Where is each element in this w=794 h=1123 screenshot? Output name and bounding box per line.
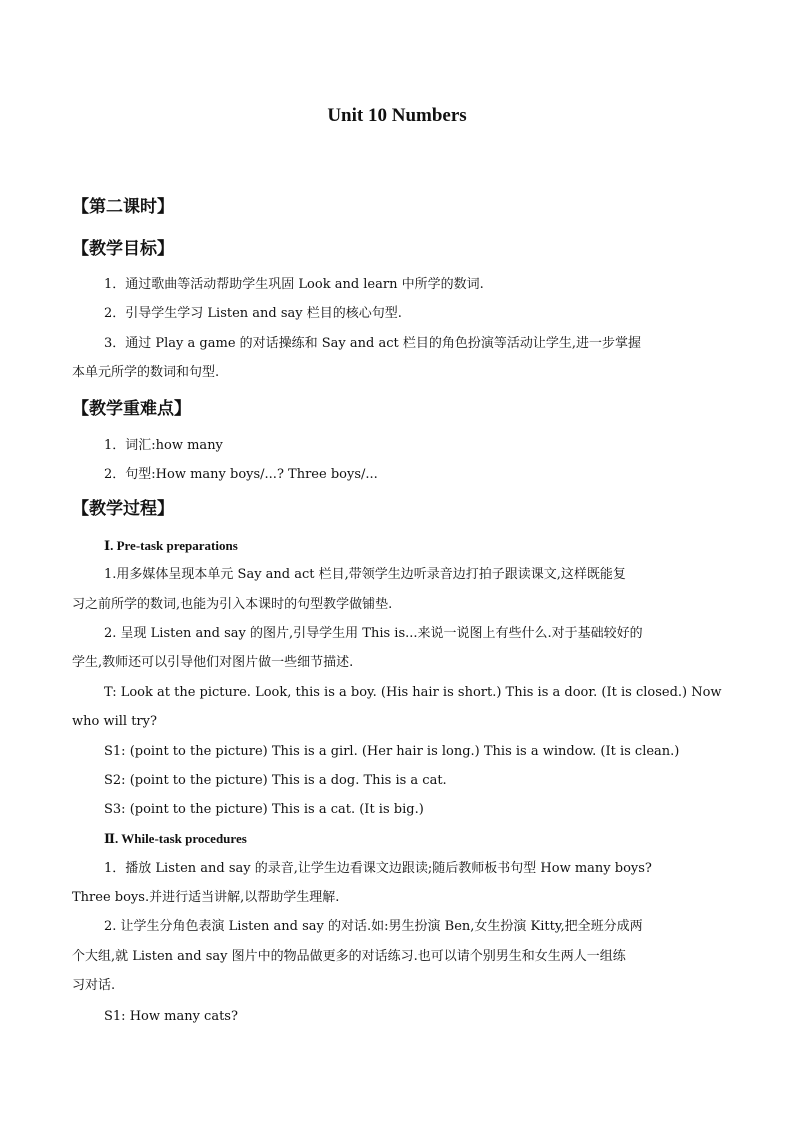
heading-objectives: 【教学目标】 [72,239,174,259]
paragraph-line: S3: (point to the picture) This is a cat. (It is big.) [104,802,424,817]
paragraph-line: 2. 让学生分角色表演 Listen and say 的对话.如:男生扮演 Ben,女生扮演 Kitty,把全班分成两 [104,919,643,934]
objective-line: 1．通过歌曲等活动帮助学生巩固 Look and learn 中所学的数词. [104,277,484,292]
key-point-line: 2．句型:How many boys/...? Three boys/... [104,467,378,482]
objective-line: 3．通过 Play a game 的对话操练和 Say and act 栏目的角色扮演等活动让学生,进一步掌握 [104,336,642,351]
paragraph-line: 1.用多媒体呈现本单元 Say and act 栏目,带领学生边听录音边打拍子跟读课文,这样既能复 [104,567,626,582]
section-pre-task-title: Ⅰ. Pre-task preparations [104,538,238,553]
paragraph-line: S2: (point to the picture) This is a dog. This is a cat. [104,773,447,788]
paragraph-line: T: Look at the picture. Look, this is a boy. (His hair is short.) This is a door. (It is closed.) Now [104,685,722,700]
paragraph-line: 习之前所学的数词,也能为引入本课时的句型教学做铺垫. [72,597,393,612]
section-while-task-title: Ⅱ. While-task procedures [104,831,247,846]
heading-key-points: 【教学重难点】 [72,399,191,419]
heading-process: 【教学过程】 [72,499,174,519]
key-point-line: 1．词汇:how many [104,438,223,453]
paragraph-line: who will try? [72,714,157,729]
paragraph-line: S1: How many cats? [104,1009,238,1024]
paragraph-line: Three boys.并进行适当讲解,以帮助学生理解. [72,890,340,905]
page-title: Unit 10 Numbers [327,105,467,126]
paragraph-line: 学生,教师还可以引导他们对图片做一些细节描述. [72,655,354,670]
heading-lesson: 【第二课时】 [72,197,174,217]
objective-line: 本单元所学的数词和句型. [72,365,220,380]
paragraph-line: S1: (point to the picture) This is a girl. (Her hair is long.) This is a window. (It is clean.) [104,744,680,759]
objective-line: 2．引导学生学习 Listen and say 栏目的核心句型. [104,306,402,321]
paragraph-line: 2. 呈现 Listen and say 的图片,引导学生用 This is...来说一说图上有些什么.对于基础较好的 [104,626,643,641]
paragraph-line: 个大组,就 Listen and say 图片中的物品做更多的对话练习.也可以请个别男生和女生两人一组练 [72,949,626,964]
paragraph-line: 习对话. [72,978,116,993]
paragraph-line: 1．播放 Listen and say 的录音,让学生边看课文边跟读;随后教师板书句型 How many boys? [104,861,652,876]
